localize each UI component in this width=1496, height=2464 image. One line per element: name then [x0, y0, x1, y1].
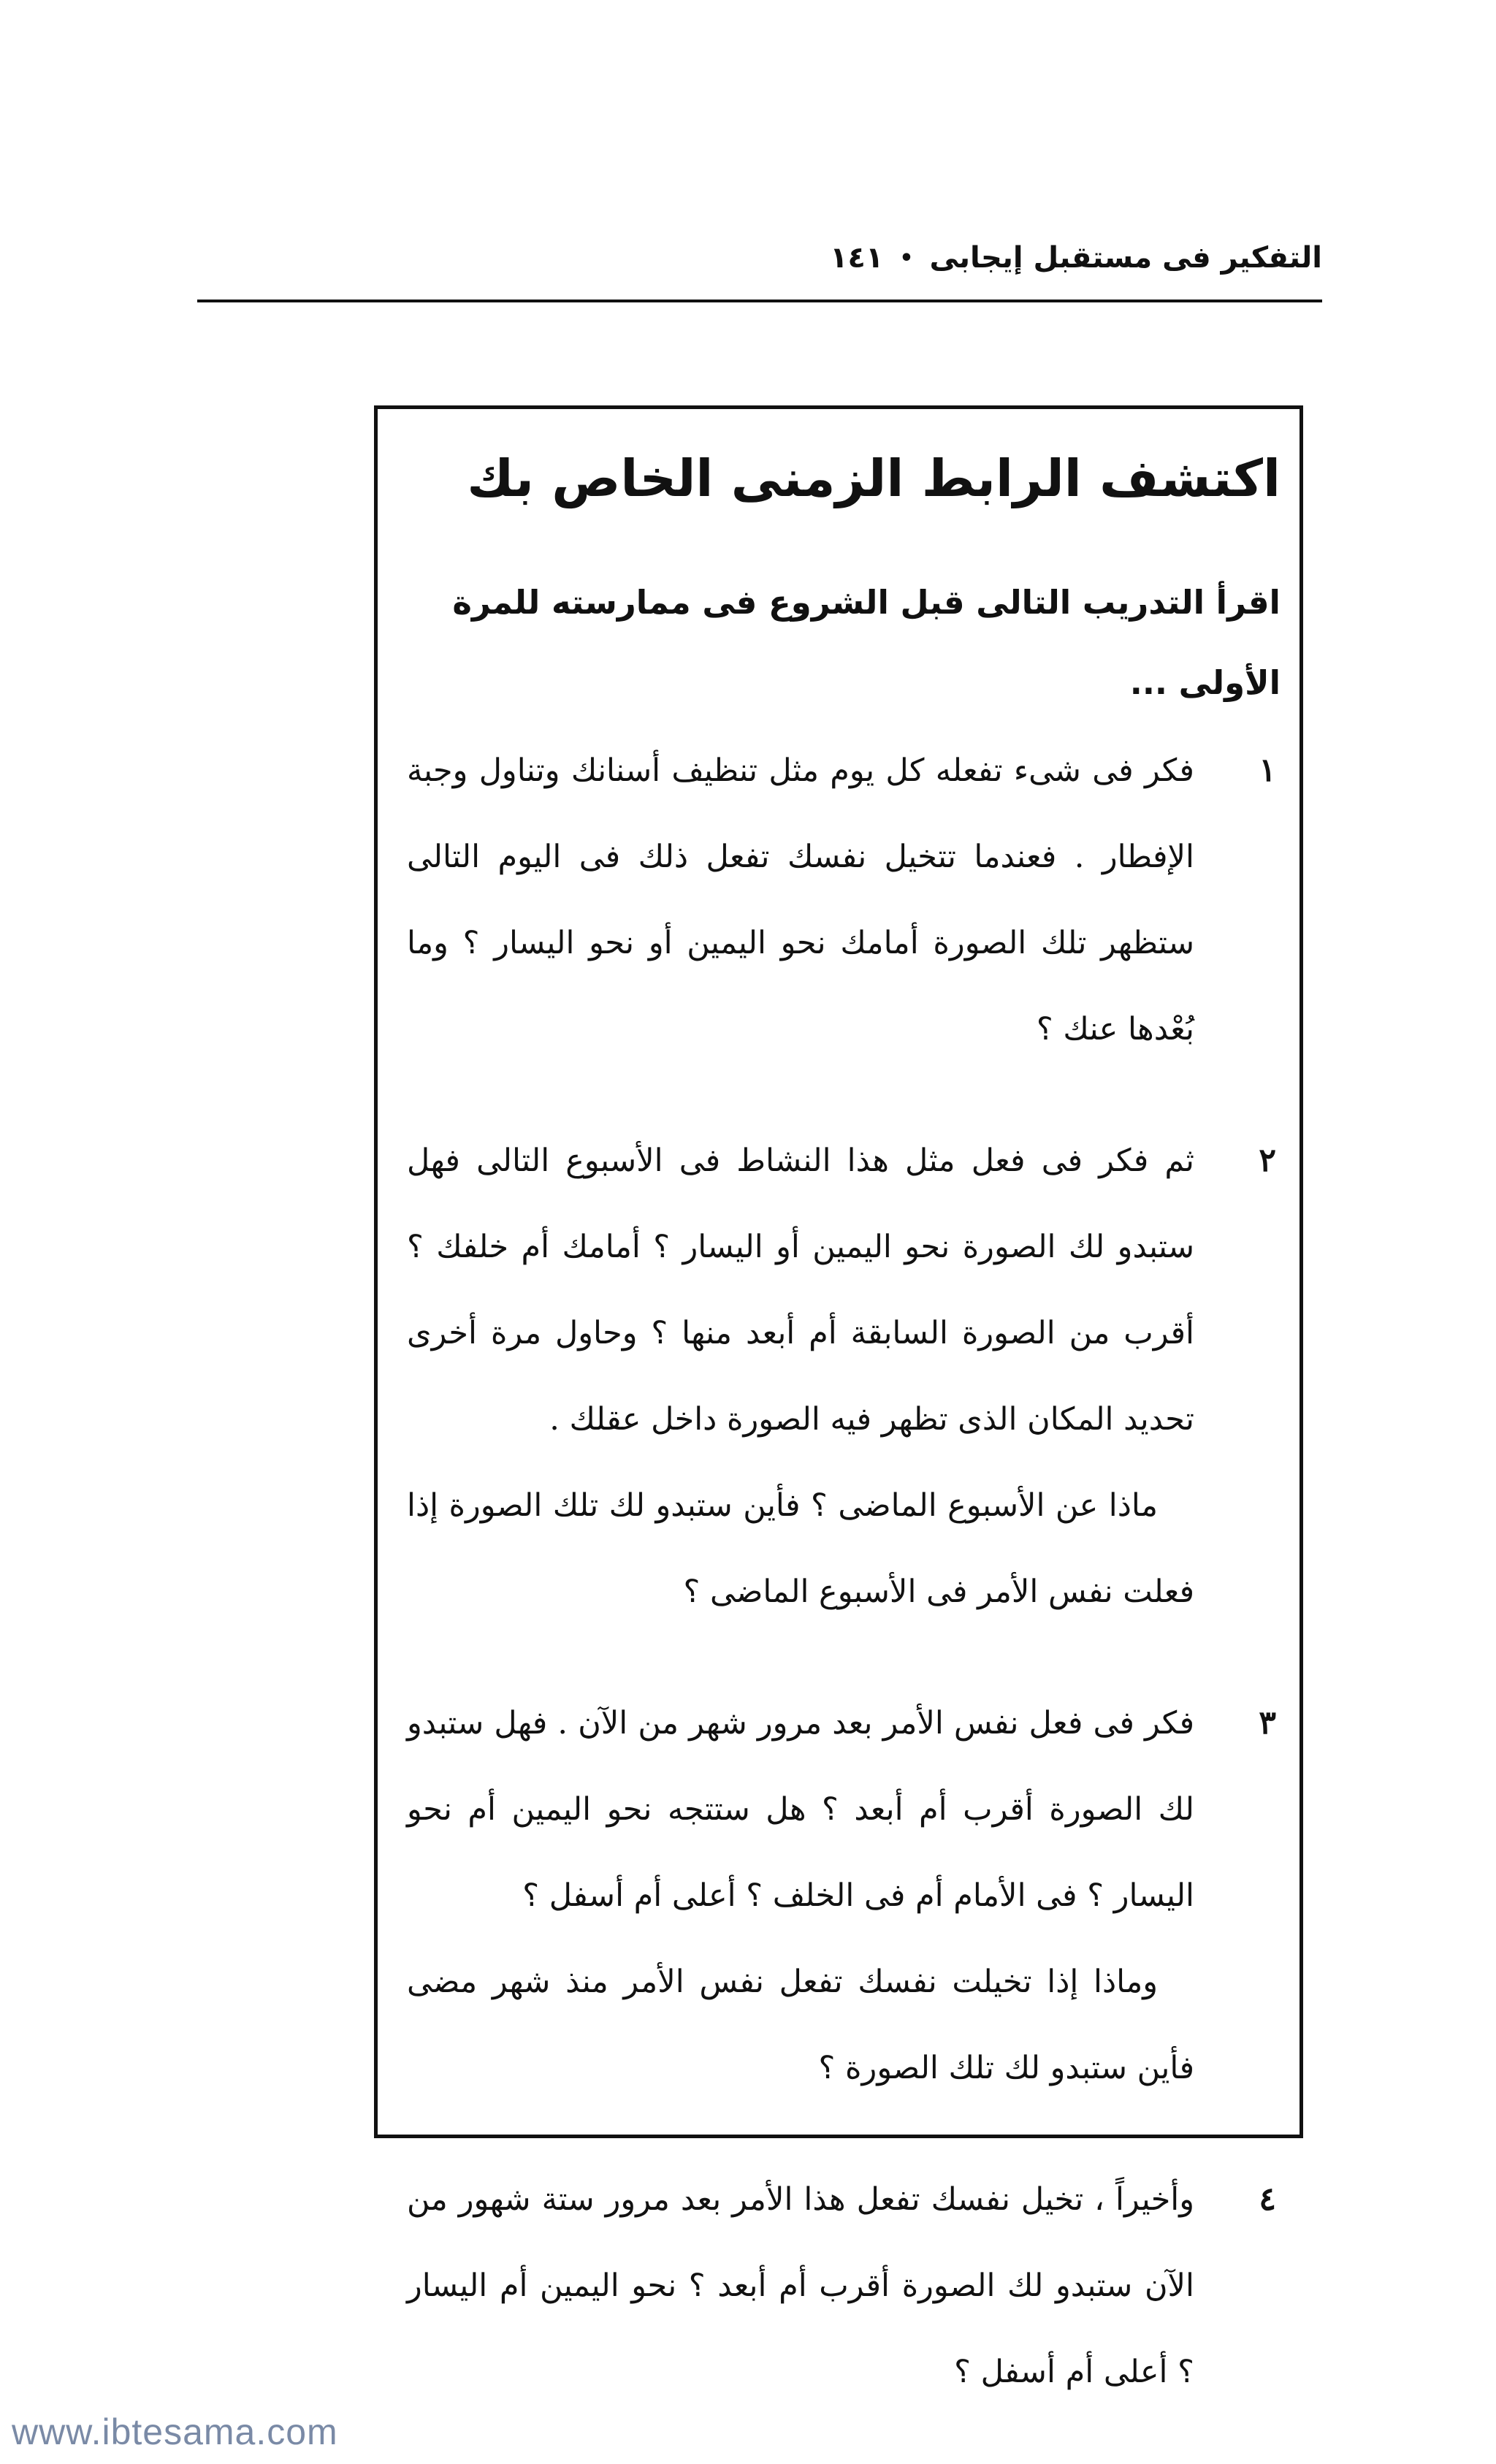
exercise-box [374, 405, 1303, 2390]
item-followup-paragraph: وماذا إذا تخيلت نفسك تفعل نفس الأمر منذ شهر مضى فأين ستبدو لك تلك الصورة ؟ [407, 1964, 1194, 2086]
item-number: ١ [1259, 752, 1276, 789]
page-number: ١٤١ [830, 241, 884, 275]
exercise-item-2 [407, 1118, 1281, 1635]
header-rule [197, 300, 1322, 302]
item-paragraph: ثم فكر فى فعل مثل هذا النشاط فى الأسبوع التالى فهل ستبدو لك الصورة نحو اليمين أو اليسار ؟ أمامك أم خلفك ؟ أقرب من الصورة السابقة أم أبعد منها ؟ وحاول مرة أخرى تحديد المكان الذى تظهر فيه الصورة داخل عقلك . [407, 1143, 1194, 1438]
exercise-box-content [407, 438, 1281, 2390]
item-paragraph: فكر فى شىء تفعله كل يوم مثل تنظيف أسنانك وتناول وجبة الإفطار . فعندما تتخيل نفسك تفعل ذلك فى اليوم التالى ستظهر تلك الصورة أمامك نحو اليمين أو نحو اليسار ؟ وما بُعْدها عنك ؟ [407, 752, 1194, 1048]
item-number: ٣ [1259, 1704, 1276, 1742]
exercise-item-3 [407, 1680, 1281, 2111]
box-intro: اقرأ التدريب التالى قبل الشروع فى ممارسته للمرة الأولى ... [452, 583, 1281, 702]
item-followup-paragraph: ماذا عن الأسبوع الماضى ؟ فأين ستبدو لك تلك الصورة إذا فعلت نفس الأمر فى الأسبوع الماضى ؟ [407, 1487, 1194, 1610]
box-title: اكتشف الرابط الزمنى الخاص بك [467, 449, 1281, 508]
item-paragraph: فكر فى فعل نفس الأمر بعد مرور شهر من الآن . فهل ستبدو لك الصورة أقرب أم أبعد ؟ هل ستتجه نحو اليمين أم نحو اليسار ؟ فى الأمام أم فى الخلف ؟ أعلى أم أسفل ؟ [407, 1705, 1194, 1914]
running-header-title: التفكير فى مستقبل إيجابى [929, 241, 1322, 275]
watermark-url: www.ibtesama.com [12, 2411, 338, 2452]
running-header [197, 232, 1322, 283]
exercise-item-4 [407, 2156, 1281, 2415]
header-bullet-separator: • [899, 245, 914, 271]
item-number: ٢ [1259, 1142, 1276, 1179]
item-number: ٤ [1259, 2181, 1276, 2218]
item-paragraph: وأخيراً ، تخيل نفسك تفعل هذا الأمر بعد مرور ستة شهور من الآن ستبدو لك الصورة أقرب أم أبعد ؟ نحو اليمين أم اليسار ؟ أعلى أم أسفل ؟ [407, 2181, 1194, 2390]
exercise-item-1 [407, 728, 1281, 1072]
